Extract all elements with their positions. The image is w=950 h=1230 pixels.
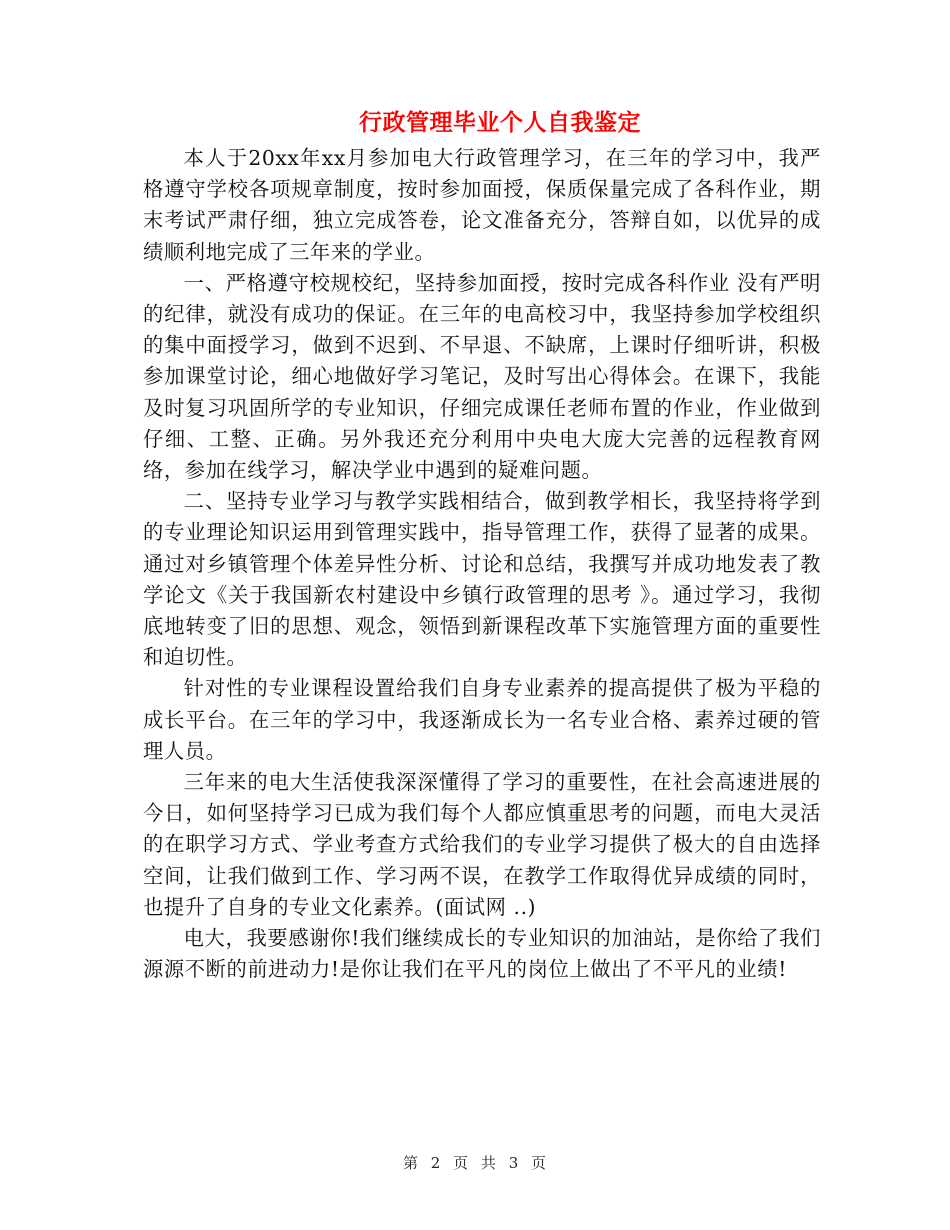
paragraph-reflection: 三年来的电大生活使我深深懂得了学习的重要性，在社会高速进展的今日，如何坚持学习已成为我们每个人都应慎重思考的问题，而电大灵活的在职学习方式、学业考查方式给我们的专业学习提供了极大的自由选择空间，让我们做到工作、学习两不误，在教学工作取得优异成绩的同时，也提升了自身的专业文化素养。(面试网 ..): [143, 770, 821, 919]
total-pages-number: 3: [508, 1154, 520, 1172]
page-footer: [0, 1152, 950, 1173]
paragraph-intro: 本人于20xx年xx月参加电大行政管理学习，在三年的学习中，我严格遵守学校各项规章制度，按时参加面授，保质保量完成了各科作业，期末考试严肃仔细，独立完成答卷，论文准备充分，答辩自如，以优异的成绩顺利地完成了三年来的学业。: [143, 146, 821, 264]
paragraph-practice: 二、坚持专业学习与教学实践相结合，做到教学相长，我坚持将学到的专业理论知识运用到管理实践中，指导管理工作，获得了显著的成果。通过对乡镇管理个体差异性分析、讨论和总结，我撰写并成功地发表了教学论文《关于我国新农村建设中乡镇行政管理的思考 》。通过学习，我彻底地转变了旧的思想、观念，领悟到新课程改革下实施管理方面的重要性和迫切性。: [143, 489, 821, 670]
total-unit: 页: [531, 1154, 548, 1172]
current-page-number: 2: [430, 1154, 442, 1172]
paragraph-gratitude: 电大，我要感谢你!我们继续成长的专业知识的加油站，是你给了我们源源不断的前进动力!是你让我们在平凡的岗位上做出了不平凡的业绩!: [143, 926, 821, 982]
page-unit: 页: [453, 1154, 470, 1172]
total-label: 共: [480, 1154, 497, 1172]
paragraph-curriculum: 针对性的专业课程设置给我们自身专业素养的提高提供了极为平稳的成长平台。在三年的学习中，我逐渐成长为一名专业合格、素养过硬的管理人员。: [143, 676, 821, 763]
page-label: 第: [402, 1154, 419, 1172]
paragraph-discipline: 一、严格遵守校规校纪，坚持参加面授，按时完成各科作业 没有严明的纪律，就没有成功的保证。在三年的电高校习中，我坚持参加学校组织的集中面授学习，做到不迟到、不早退、不缺席，上课时仔细听讲，积极参加课堂讨论，细心地做好学习笔记，及时写出心得体会。在课下，我能及时复习巩固所学的专业知识，仔细完成课任老师布置的作业，作业做到仔细、工整、正确。另外我还充分利用中央电大庞大完善的远程教育网络，参加在线学习，解决学业中遇到的疑难问题。: [143, 270, 821, 483]
document-title: 行政管理毕业个人自我鉴定: [359, 109, 641, 136]
document-body: [143, 143, 821, 985]
